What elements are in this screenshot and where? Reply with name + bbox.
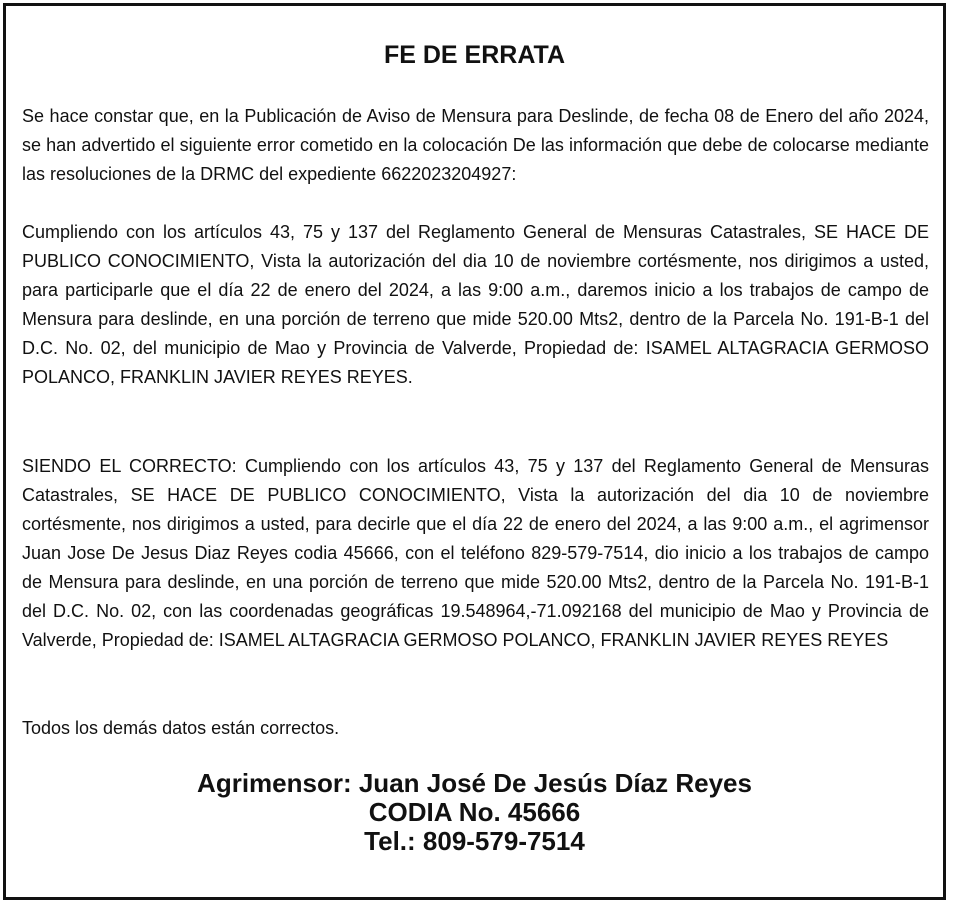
notice-title: FE DE ERRATA bbox=[383, 41, 566, 69]
signature-codia: CODIA No. 45666 bbox=[368, 797, 581, 827]
errata-notice bbox=[3, 3, 946, 900]
corrected-text-paragraph: SIENDO EL CORRECTO: Cumpliendo con los artículos 43, 75 y 137 del Reglamento General de Mensuras Catastrales, SE HACE DE PUBLICO CONOCIMIENTO, Vista la autorización del dia 10 de noviembre cortésmente, nos dirigimos a usted, para decirle que el día 22 de enero del 2024, a las 9:00 a.m., el agrimensor Juan Jose De Jesus Diaz Reyes codia 45666, con el teléfono 829-579-7514, dio inicio a los trabajos de campo de Mensura para deslinde, en una porción de terreno que mide 520.00 Mts2, dentro de la Parcela No. 191-B-1 del D.C. No. 02, con las coordenadas geográficas 19.548964,-71.092168 del municipio de Mao y Provincia de Valverde, Propiedad de: ISAMEL ALTAGRACIA GERMOSO POLANCO, FRANKLIN JAVIER REYES REYES bbox=[22, 456, 929, 650]
intro-paragraph: Se hace constar que, en la Publicación de Aviso de Mensura para Deslinde, de fecha 08 de Enero del año 2024, se han advertido el siguiente error cometido en la colocación De las información que debe de colocarse mediante las resoluciones de la DRMC del expediente 6622023204927: bbox=[22, 106, 929, 184]
signature-name: Agrimensor: Juan José De Jesús Díaz Reyes bbox=[197, 768, 752, 798]
signature-block bbox=[6, 769, 943, 856]
erroneous-text-paragraph: Cumpliendo con los artículos 43, 75 y 137 del Reglamento General de Mensuras Catastrales, SE HACE DE PUBLICO CONOCIMIENTO, Vista la autorización del dia 10 de noviembre cortésmente, nos dirigimos a usted, para participarle que el día 22 de enero del 2024, a las 9:00 a.m., daremos inicio a los trabajos de campo de Mensura para deslinde, en una porción de terreno que mide 520.00 Mts2, dentro de la Parcela No. 191-B-1 del D.C. No. 02, del municipio de Mao y Provincia de Valverde, Propiedad de: ISAMEL ALTAGRACIA GERMOSO POLANCO, FRANKLIN JAVIER REYES REYES. bbox=[22, 222, 929, 387]
closing-paragraph: Todos los demás datos están correctos. bbox=[22, 718, 340, 738]
signature-phone: Tel.: 809-579-7514 bbox=[364, 826, 585, 856]
